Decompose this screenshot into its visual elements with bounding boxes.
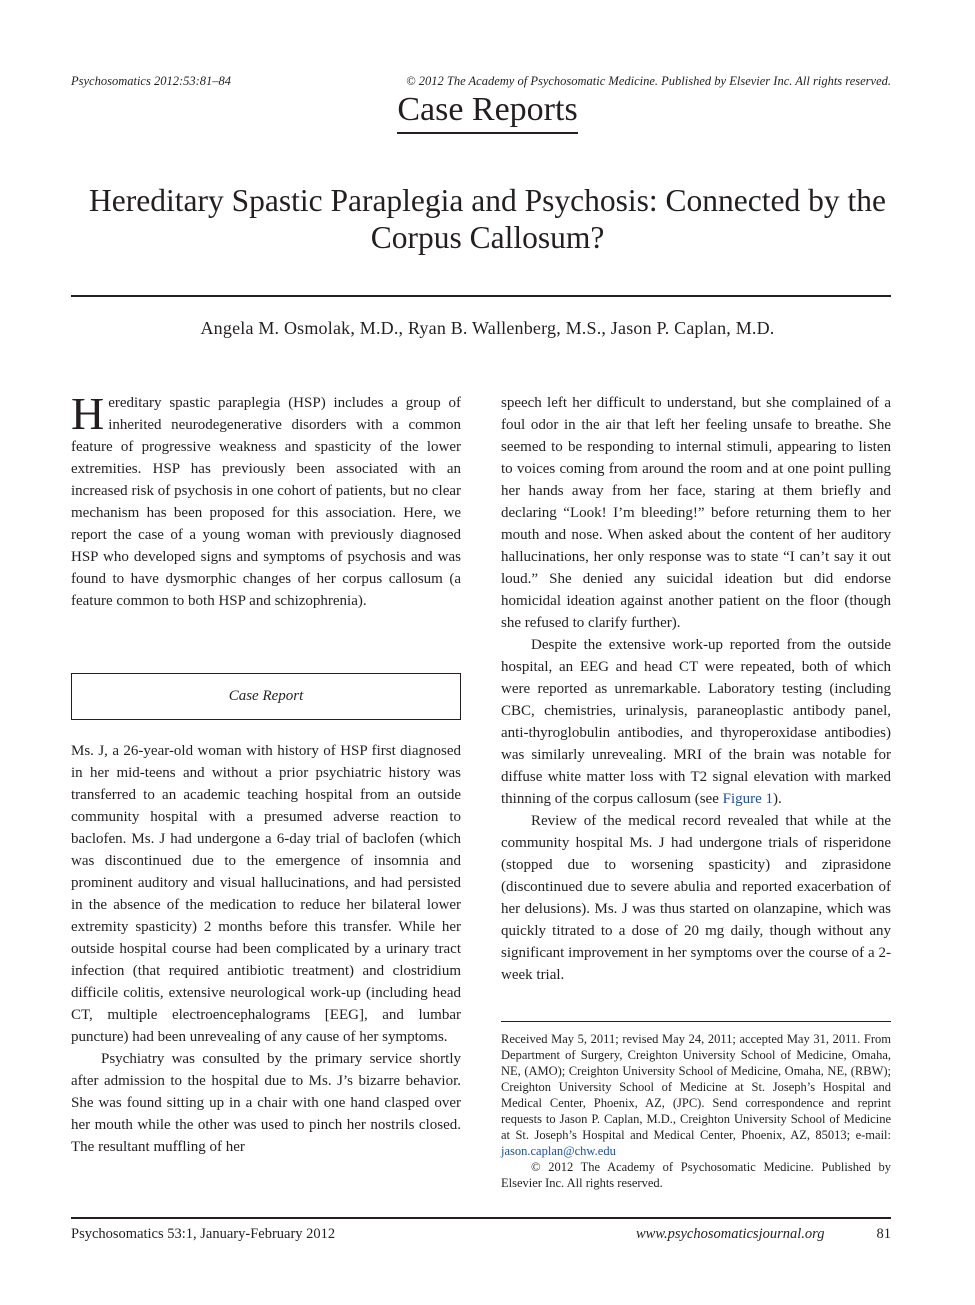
left-column-body (71, 740, 461, 1158)
section-title (0, 90, 975, 134)
right-column-body (501, 392, 891, 986)
paragraph: Ms. J, a 26-year-old woman with history of HSP first diagnosed in her mid-teens and without a prior psychiatric history was transferred to an academic teaching hospital from an outside community hospital with a presumed adverse reaction to baclofen. Ms. J had undergone a 6-day trial of baclofen (which was discontinued due to the emergence of insomnia and prominent auditory and visual hallucinations, and had persisted in the absence of the medication to reduce her bilateral lower extremity spasticity) 2 months before this transfer. While her outside hospital course had been complicated by a urinary tract infection (that required antibiotic treatment) and clostridium difficile colitis, extensive neurological work-up (including head CT, multiple electroencephalograms [EEG], and lumbar puncture) had been unrevealing of any cause of her symptoms. (71, 743, 461, 1045)
page-number: 81 (876, 1226, 891, 1242)
footer-divider (71, 1217, 891, 1219)
running-head-copyright: © 2012 The Academy of Psychosomatic Medicine. Published by Elsevier Inc. All rights reserved. (406, 74, 891, 88)
drop-cap: H (71, 388, 105, 439)
abstract-text: ereditary spastic paraplegia (HSP) includes a group of inherited neurodegenerative disorders with a common feature of progressive weakness and spasticity of the lower extremities. HSP has previously been associated with an increased risk of psychosis in one cohort of patients, but no clear mechanism has been proposed for this association. Here, we report the case of a young woman with previously diagnosed HSP who developed signs and symptoms of psychosis and was found to have dysmorphic changes of her corpus callosum (a feature common to both HSP and schizophrenia). (71, 395, 461, 609)
case-report-heading: Case Report (71, 673, 461, 720)
article-title: Hereditary Spastic Paraplegia and Psychosis: Connected by the Corpus Callosum? (89, 183, 886, 255)
paragraph-text: Despite the extensive work-up reported from the outside hospital, an EEG and head CT were repeated, both of which were reported as unremarkable. Laboratory testing (including CBC, chemistries, urinalysis, paraneoplastic antibody panel, anti-thyroglobulin antibodies, and thyroperoxidase antibodies) was similarly unrevealing. MRI of the brain was notable for diffuse white matter loss with T2 signal elevation with marked thinning of the corpus callosum (see (501, 637, 891, 807)
paragraph-text: ). (773, 791, 782, 807)
title-divider (71, 295, 891, 297)
footnote-copyright: © 2012 The Academy of Psychosomatic Medicine. Published by Elsevier Inc. All rights reserved. (501, 1160, 891, 1190)
paragraph: Review of the medical record revealed that while at the community hospital Ms. J had undergone trials of risperidone (stopped due to worsening spasticity) and ziprasidone (discontinued due to severe abulia and reported exacerbation of her delusions). Ms. J was thus started on olanzapine, which was quickly titrated to a dose of 20 mg daily, though without any significant improvement in her symptoms over the course of a 2-week trial. (501, 813, 891, 983)
article-authors: Angela M. Osmolak, M.D., Ryan B. Wallenberg, M.S., Jason P. Caplan, M.D. (200, 318, 775, 338)
email-link[interactable]: jason.caplan@chw.edu (501, 1144, 616, 1158)
figure-1-link[interactable]: Figure 1 (722, 791, 774, 807)
footer-url[interactable]: www.psychosomaticsjournal.org (636, 1226, 825, 1242)
abstract (71, 388, 461, 612)
footnote (501, 1031, 891, 1191)
footer-journal: Psychosomatics 53:1, January-February 2012 (71, 1226, 336, 1242)
paragraph: speech left her difficult to understand, but she complained of a foul odor in the air that left her feeling unsafe to breathe. She seemed to be responding to internal stimuli, appearing to listen to voices coming from around the room and at one point pulling her hands away from her face, staring at them briefly and declaring “Look! I’m bleeding!” before returning them to her mouth and nose. When asked about the content of her auditory hallucinations, her only response was to state “I can’t say it out loud.” She denied any suicidal ideation but did endorse homicidal ideation against another patient on the floor (though she refused to clarify further). (501, 395, 891, 631)
section-title-text: Case Reports (397, 90, 577, 134)
footnote-divider (501, 1021, 891, 1022)
paragraph (501, 634, 891, 810)
footnote-text: Received May 5, 2011; revised May 24, 2011; accepted May 31, 2011. From Department of Surgery, Creighton University School of Medicine, Omaha, NE, (AMO); Creighton University School of Medicine, Omaha, NE, (RBW); Creighton University School of Medicine at St. Joseph’s Hospital and Medical Center, Phoenix, AZ, (JPC). Send correspondence and reprint requests to Jason P. Caplan, M.D., Creighton University School of Medicine at St. Joseph’s Hospital and Medical Center, Phoenix, AZ, 85013; e-mail: (501, 1032, 891, 1142)
paragraph: Psychiatry was consulted by the primary service shortly after admission to the hospital due to Ms. J’s bizarre behavior. She was found sitting up in a chair with one hand clasped over her mouth while the other was used to pinch her nostrils closed. The resultant muffling of her (71, 1051, 461, 1155)
running-head-citation: Psychosomatics 2012:53:81–84 (71, 74, 232, 88)
